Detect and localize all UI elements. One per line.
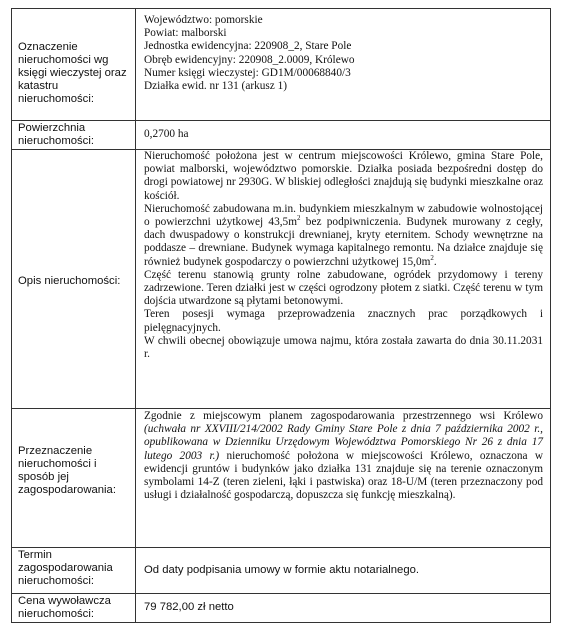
county-line: Powiat: malborski — [144, 27, 227, 40]
voivodeship-line: Województwo: pomorskie — [144, 14, 263, 26]
row-value — [136, 9, 551, 121]
row-label-text: Powierzchnia nieruchomości: — [18, 122, 94, 147]
row-label — [12, 409, 136, 548]
precinct-line: Obręb ewidencyjny: 220908_2.0009, Królewo — [144, 53, 355, 66]
table-row — [12, 9, 551, 121]
description-paragraph: Nieruchomość zabudowana m.in. budynkiem mieszkalnym w zabudowie wolnostojącej o powierzchni użytkowej $43,5m^2$ bez podpiwniczenia. Budynek murowany z cegły, dach dwuspadowy o konstrukcji drewnianej, kryty eternitem. Schody wewnętrzne na poddasze – drewniane. Budynek wymaga kapitalnego remontu. Na działce znajduje się również budynek gospodarczy o powierzchni użytkowej $15,0m^2$. — [144, 202, 543, 268]
table-row — [12, 594, 551, 623]
land-register-line: Numer księgi wieczystej: GD1M/00068840/3 — [144, 66, 351, 79]
row-label-text: Termin zagospodarowania nieruchomości: — [18, 549, 113, 587]
area-value: 0,2700 ha — [144, 128, 189, 141]
row-label-text: Oznaczenie nieruchomości wg księgi wieczystej oraz katastru nieruchomości: — [18, 41, 127, 105]
price-value: 79 782,00 zł netto — [144, 601, 234, 614]
plot-line: Działka ewid. nr 131 (arkusz 1) — [144, 80, 288, 93]
row-label — [12, 150, 136, 409]
zoning-paragraph: Zgodnie z miejscowym planem zagospodarowania przestrzennego wsi Królewo (uchwała nr XXVIII/214/2002 Rady Gminy Stare Pole z dnia 7 października 2002 r., opublikowana w Dzienniku Urzędowym Województwa Pomorskiego Nr 26 z dnia 17 lutego 2003 r.) nieruchomość położona w miejscowości Królewo, oznaczona w ewidencji gruntów i budynków jako działka 131 znajduje się na terenie oznaczonym symbolami 14-Z (teren zieleni, łąki i pastwiska) oraz 18-U/M (teren przeznaczony pod usługi i działalność gospodarczą, dopuszcza się funkcję mieszkalną). — [144, 410, 544, 502]
row-value — [136, 409, 551, 548]
description-paragraph: W chwili obecnej obowiązuje umowa najmu, która została zawarta do dnia 30.11.2031 r. — [144, 334, 543, 361]
deadline-value: Od daty podpisania umowy w formie aktu notarialnego. — [144, 563, 420, 576]
description-paragraph: Teren posesji wymaga przeprowadzenia znacznych prac porządkowych i pielęgnacyjnych. — [144, 308, 543, 334]
row-value — [136, 548, 551, 594]
row-value — [136, 594, 551, 623]
unit-line: Jednostka ewidencyjna: 220908_2, Stare Pole — [144, 40, 352, 53]
table-row — [12, 548, 551, 594]
row-label-text: Przeznaczenie nieruchomości i sposób jej zagospodarowania: — [18, 445, 116, 496]
row-label — [12, 9, 136, 121]
row-label — [12, 121, 136, 150]
row-label — [12, 594, 136, 623]
description-paragraph: Nieruchomość położona jest w centrum miejscowości Królewo, gmina Stare Pole, powiat malborski, województwo pomorskie. Działka posiada bezpośredni dostęp do drogi powiatowej nr 2930G. W bliskiej odległości znajdują się budynki mieszkalne oraz kościół. — [144, 150, 543, 202]
row-label — [12, 548, 136, 594]
description-paragraph: Część terenu stanowią grunty rolne zabudowane, ogródek przydomowy i tereny zadrzewione. Teren działki jest w części ogrodzony płotem z siatki. Część terenu w tym dojścia utwardzone są płytami betonowymi. — [144, 268, 543, 308]
row-value — [136, 121, 551, 150]
property-info-table — [11, 8, 551, 623]
table-row — [12, 121, 551, 150]
row-label-text: Opis nieruchomości: — [18, 275, 121, 287]
row-label-text: Cena wywoławcza nieruchomości: — [18, 595, 111, 620]
table-row — [12, 150, 551, 409]
row-value — [136, 150, 551, 409]
table-row — [12, 409, 551, 548]
